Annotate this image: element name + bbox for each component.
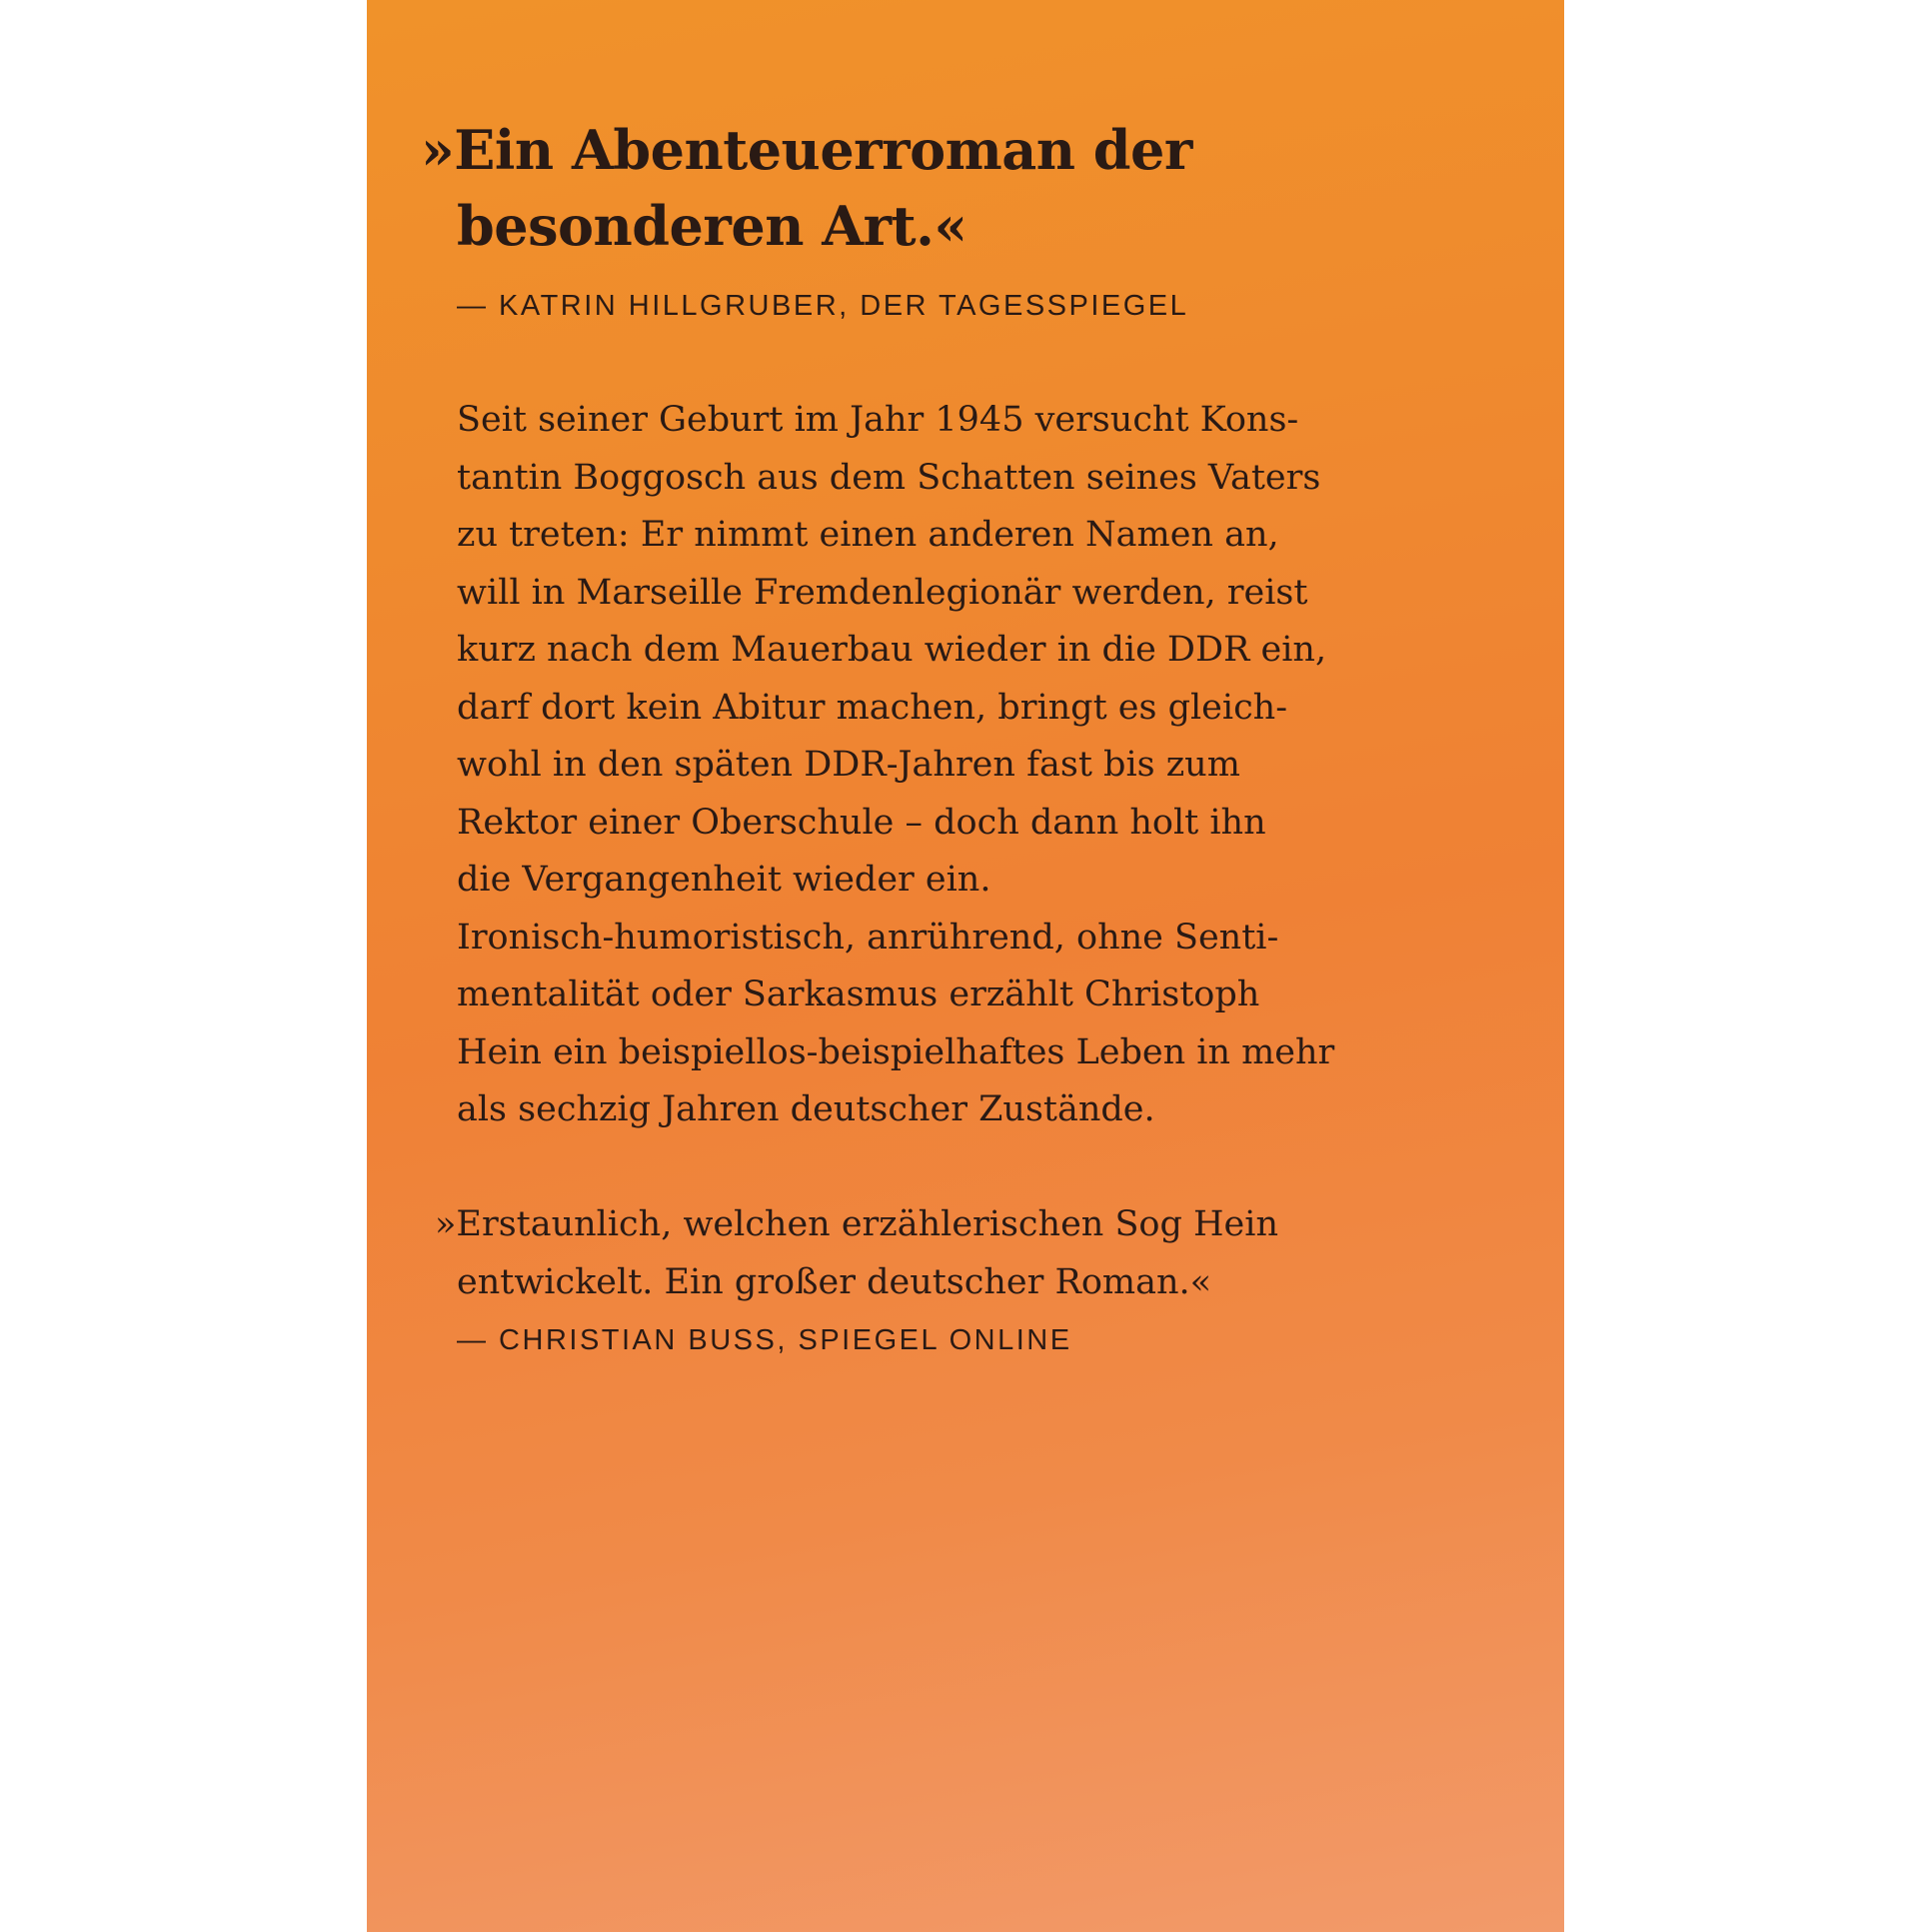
blurb-line: tantin Boggosch aus dem Schatten seines Vaters xyxy=(457,457,1321,498)
blurb-line: Seit seiner Geburt im Jahr 1945 versucht Kons- xyxy=(457,400,1299,440)
second-quote-attribution: — CHRISTIAN BUSS, SPIEGEL ONLINE xyxy=(457,1324,1072,1356)
blurb-line: die Vergangenheit wieder ein. xyxy=(457,860,991,900)
headline-line-1: »Ein Abenteuerroman der xyxy=(421,118,1192,182)
second-quote-line-2: entwickelt. Ein großer deutscher Roman.« xyxy=(457,1261,1212,1302)
blurb-body xyxy=(457,392,1516,1139)
blurb-line: wohl in den späten DDR-Jahren fast bis zum xyxy=(457,745,1240,785)
blurb-line: Ironisch-humoristisch, anrührend, ohne Senti- xyxy=(457,917,1279,958)
book-back-cover xyxy=(367,0,1564,1932)
blurb-line: Rektor einer Oberschule – doch dann holt ihn xyxy=(457,802,1266,843)
blurb-line: darf dort kein Abitur machen, bringt es gleich- xyxy=(457,687,1288,728)
headline-line-2: besonderen Art.« xyxy=(457,194,967,258)
blurb-line: als sechzig Jahren deutscher Zustände. xyxy=(457,1089,1155,1129)
blurb-line: kurz nach dem Mauerbau wieder in die DDR ein, xyxy=(457,630,1327,670)
headline-attribution: — KATRIN HILLGRUBER, DER TAGESSPIEGEL xyxy=(457,290,1189,322)
blurb-line: Hein ein beispiellos-beispielhaftes Leben in mehr xyxy=(457,1031,1335,1072)
headline-quote xyxy=(421,112,1520,264)
blurb-line: zu treten: Er nimmt einen anderen Namen an, xyxy=(457,515,1279,555)
blurb-line: mentalität oder Sarkasmus erzählt Christoph xyxy=(457,974,1260,1014)
second-quote xyxy=(435,1196,1494,1311)
blurb-line: will in Marseille Fremdenlegionär werden, reist xyxy=(457,572,1308,613)
second-quote-line-1: »Erstaunlich, welchen erzählerischen Sog Hein xyxy=(435,1204,1278,1244)
